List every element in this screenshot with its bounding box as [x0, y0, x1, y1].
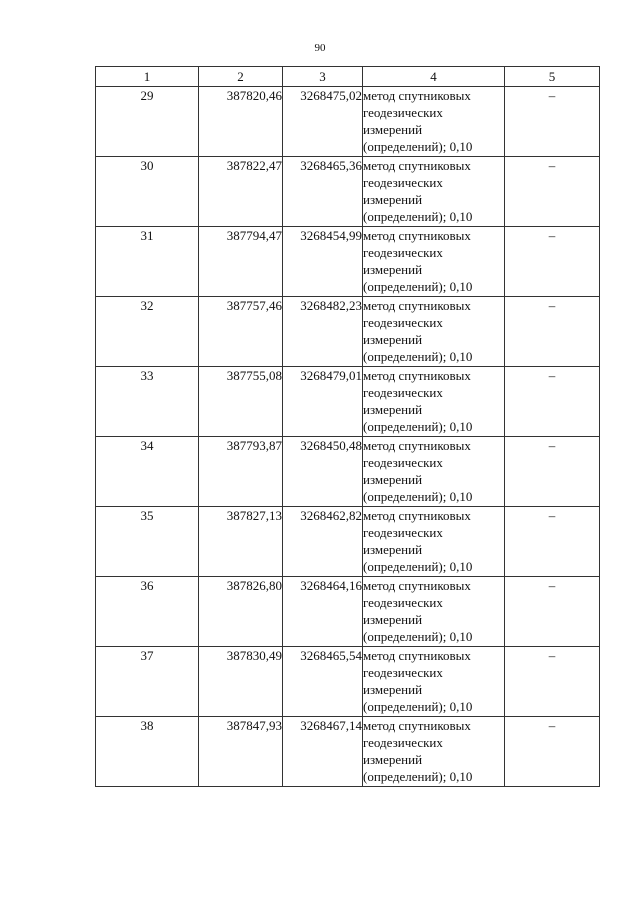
method-cell: [363, 157, 505, 227]
coordinate-x: 387827,13: [199, 507, 283, 577]
coordinate-x: 387830,49: [199, 647, 283, 717]
column-5-value: –: [505, 87, 600, 157]
coordinate-y: 3268450,48: [283, 437, 363, 507]
coordinate-x: 387794,47: [199, 227, 283, 297]
coordinate-x: 387847,93: [199, 717, 283, 787]
table-row: [96, 507, 600, 577]
table-row: [96, 367, 600, 437]
point-number: 31: [96, 227, 199, 297]
point-number: 36: [96, 577, 199, 647]
table-row: [96, 577, 600, 647]
column-5-value: –: [505, 437, 600, 507]
method-cell: [363, 87, 505, 157]
column-5-value: –: [505, 157, 600, 227]
coordinate-y: 3268475,02: [283, 87, 363, 157]
coordinate-y: 3268462,82: [283, 507, 363, 577]
coordinate-y: 3268464,16: [283, 577, 363, 647]
point-number: 30: [96, 157, 199, 227]
method-text: метод спутниковых геодезических измерений (определений); 0,10: [363, 508, 473, 574]
table-row: [96, 647, 600, 717]
column-5-value: –: [505, 717, 600, 787]
method-text: метод спутниковых геодезических измерений (определений); 0,10: [363, 368, 473, 434]
coordinate-y: 3268465,54: [283, 647, 363, 717]
method-cell: [363, 367, 505, 437]
header-col-1: 1: [96, 67, 199, 87]
table-body: [96, 87, 600, 787]
table-row: [96, 157, 600, 227]
method-cell: [363, 437, 505, 507]
header-col-5: 5: [505, 67, 600, 87]
column-5-value: –: [505, 297, 600, 367]
coordinate-x: 387826,80: [199, 577, 283, 647]
coordinate-y: 3268465,36: [283, 157, 363, 227]
table-header: [96, 67, 600, 87]
method-text: метод спутниковых геодезических измерений (определений); 0,10: [363, 438, 473, 504]
header-row: [96, 67, 600, 87]
page-number: 90: [314, 42, 326, 54]
method-text: метод спутниковых геодезических измерений (определений); 0,10: [363, 718, 473, 784]
method-cell: [363, 507, 505, 577]
column-5-value: –: [505, 227, 600, 297]
point-number: 34: [96, 437, 199, 507]
point-number: 32: [96, 297, 199, 367]
coordinate-x: 387757,46: [199, 297, 283, 367]
table-row: [96, 227, 600, 297]
method-cell: [363, 227, 505, 297]
point-number: 29: [96, 87, 199, 157]
column-5-value: –: [505, 647, 600, 717]
method-text: метод спутниковых геодезических измерений (определений); 0,10: [363, 158, 473, 224]
table-row: [96, 297, 600, 367]
method-text: метод спутниковых геодезических измерений (определений); 0,10: [363, 228, 473, 294]
column-5-value: –: [505, 367, 600, 437]
coordinates-table: [95, 66, 600, 787]
table-row: [96, 437, 600, 507]
method-text: метод спутниковых геодезических измерений (определений); 0,10: [363, 578, 473, 644]
method-text: метод спутниковых геодезических измерений (определений); 0,10: [363, 88, 473, 154]
coordinate-y: 3268482,23: [283, 297, 363, 367]
coordinate-y: 3268479,01: [283, 367, 363, 437]
method-text: метод спутниковых геодезических измерений (определений); 0,10: [363, 298, 473, 364]
coordinate-x: 387822,47: [199, 157, 283, 227]
table-row: [96, 717, 600, 787]
coordinate-x: 387793,87: [199, 437, 283, 507]
method-text: метод спутниковых геодезических измерений (определений); 0,10: [363, 648, 473, 714]
method-cell: [363, 297, 505, 367]
point-number: 38: [96, 717, 199, 787]
point-number: 35: [96, 507, 199, 577]
coordinate-y: 3268454,99: [283, 227, 363, 297]
header-col-4: 4: [363, 67, 505, 87]
method-cell: [363, 647, 505, 717]
header-col-2: 2: [199, 67, 283, 87]
point-number: 37: [96, 647, 199, 717]
method-cell: [363, 577, 505, 647]
column-5-value: –: [505, 577, 600, 647]
coordinate-x: 387820,46: [199, 87, 283, 157]
coordinate-y: 3268467,14: [283, 717, 363, 787]
method-cell: [363, 717, 505, 787]
table-row: [96, 87, 600, 157]
column-5-value: –: [505, 507, 600, 577]
point-number: 33: [96, 367, 199, 437]
coordinate-x: 387755,08: [199, 367, 283, 437]
header-col-3: 3: [283, 67, 363, 87]
